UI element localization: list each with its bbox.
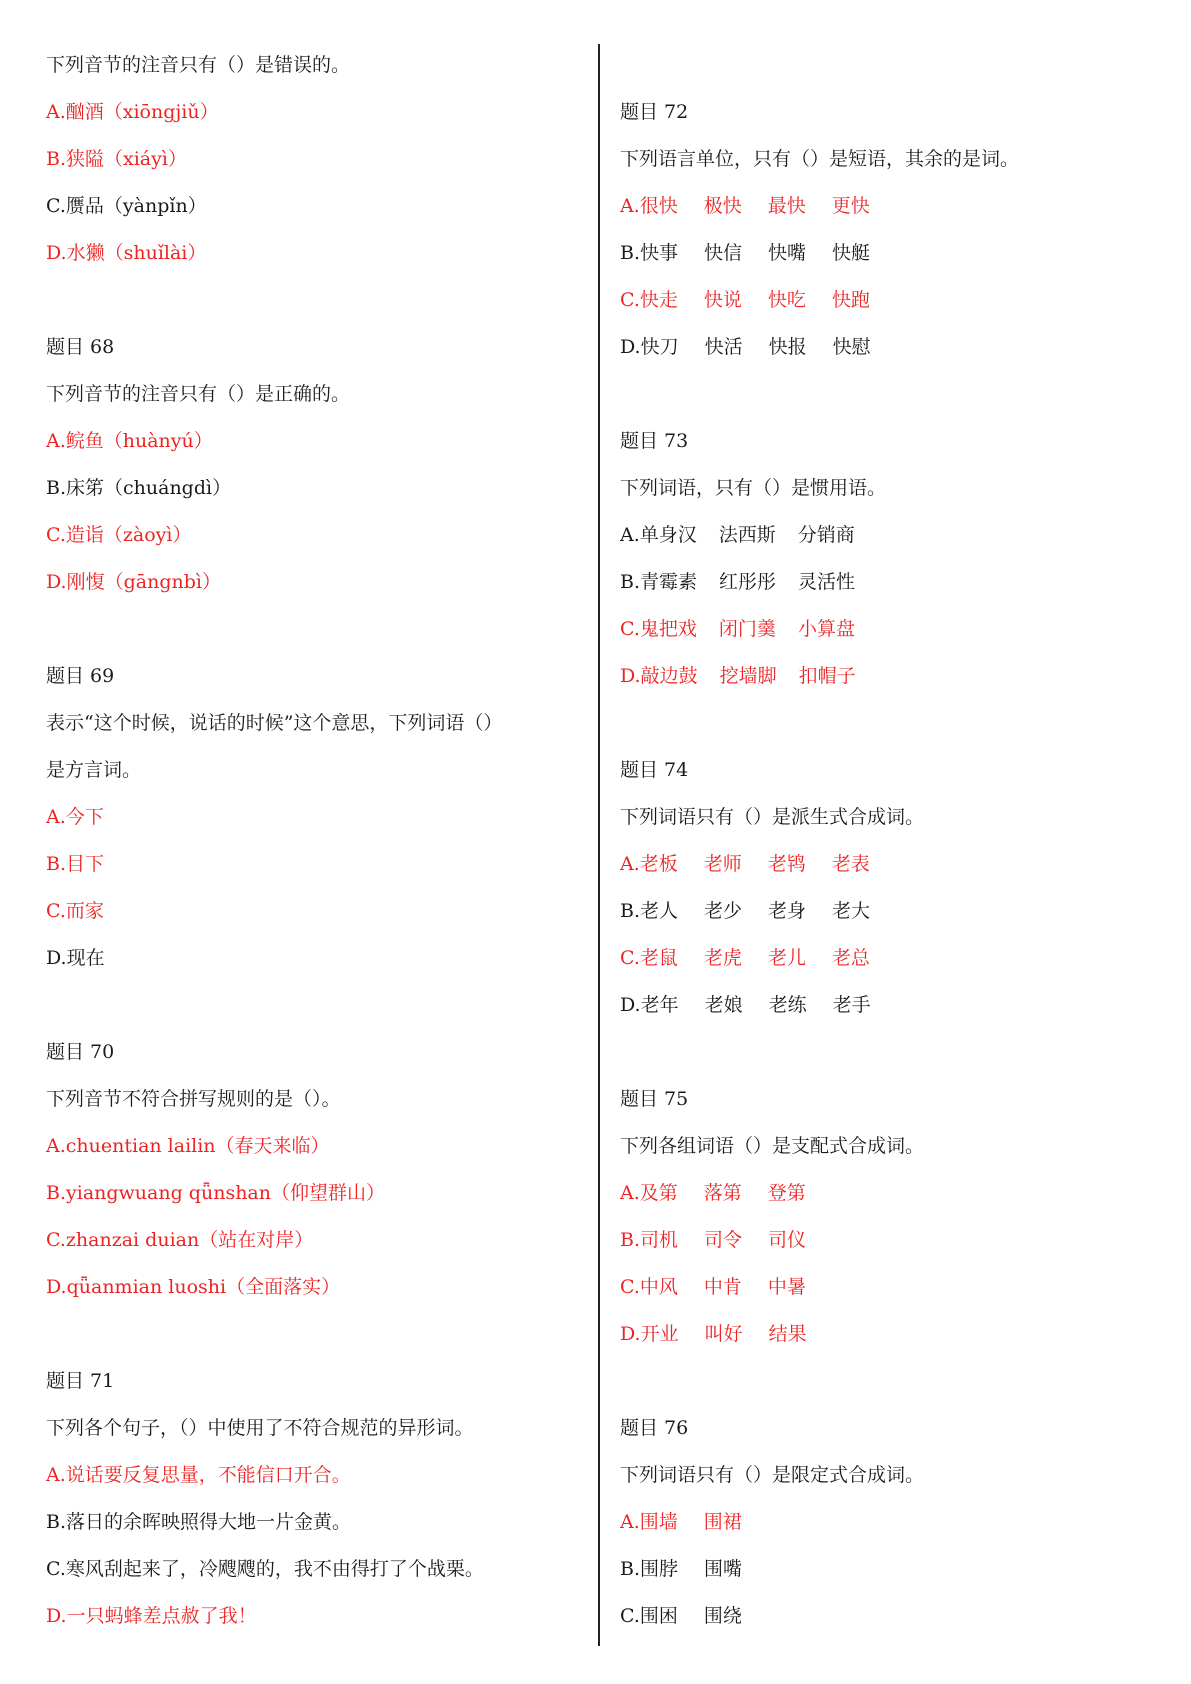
option-label: D. [620, 994, 641, 1016]
question-stem: 下列词语只有（）是派生式合成词。 [620, 806, 925, 828]
option-word: 快信 [704, 242, 743, 264]
question-stem: 下列各组词语（）是支配式合成词。 [620, 1135, 925, 1157]
answer-option: D.水獭（shuǐlài） [46, 242, 207, 264]
answer-option: C.造诣（zàoyì） [46, 524, 192, 546]
option-word: 快活 [704, 336, 743, 358]
option-word: 司机 [640, 1229, 679, 1251]
answer-option: B.落日的余晖映照得大地一片金黄。 [46, 1511, 352, 1533]
option-word: 快报 [768, 336, 807, 358]
option-label: C. [620, 1276, 640, 1298]
answer-option: B.yiangwuang qǖnshan（仰望群山） [46, 1182, 385, 1204]
option-word: 落第 [703, 1182, 742, 1204]
option-word: 司仪 [768, 1229, 807, 1251]
option-word: 围困 [639, 1605, 678, 1627]
right-column [620, 42, 1165, 1640]
answer-option [620, 324, 1165, 371]
option-word: 老身 [768, 900, 807, 922]
answer-option: D.刚愎（gāngnbì） [46, 571, 221, 593]
answer-option: C.赝品（yànpǐn） [46, 195, 207, 217]
answer-option: A.今下 [46, 806, 104, 828]
answer-option [620, 1170, 1165, 1217]
option-word: 快吃 [767, 289, 806, 311]
answer-option [620, 653, 1165, 700]
option-word: 围绕 [703, 1605, 742, 1627]
answer-option [620, 935, 1165, 982]
option-word: 最快 [767, 195, 806, 217]
option-word: 老师 [703, 853, 742, 875]
option-word: 登第 [767, 1182, 806, 1204]
answer-option: B.目下 [46, 853, 105, 875]
option-word: 老虎 [703, 947, 742, 969]
answer-option: D.一只蚂蜂差点赦了我！ [46, 1605, 257, 1627]
answer-option [620, 1264, 1165, 1311]
spacer [46, 277, 591, 324]
option-word: 围嘴 [704, 1558, 743, 1580]
question-stem: 下列音节不符合拼写规则的是（）。 [46, 1088, 341, 1110]
answer-option [620, 183, 1165, 230]
option-word: 开业 [640, 1323, 679, 1345]
option-label: C. [620, 1605, 640, 1627]
answer-option: B.狭隘（xiáyì） [46, 148, 187, 170]
option-label: D. [620, 336, 641, 358]
column-divider [598, 44, 600, 1646]
spacer [620, 1029, 1165, 1076]
option-label: C. [620, 289, 640, 311]
question-title: 题目 70 [46, 1041, 115, 1063]
spacer [620, 700, 1165, 747]
option-word: 老娘 [704, 994, 743, 1016]
option-label: A. [620, 1182, 640, 1204]
question-stem: 表示“这个时候，说话的时候”这个意思，下列词语（） [46, 712, 503, 734]
option-word: 快事 [640, 242, 679, 264]
option-word: 老手 [832, 994, 871, 1016]
option-word: 中肯 [703, 1276, 742, 1298]
answer-option [620, 1217, 1165, 1264]
option-word: 老总 [831, 947, 870, 969]
answer-option: D.现在 [46, 947, 105, 969]
option-word: 老表 [831, 853, 870, 875]
question-title: 题目 73 [620, 430, 689, 452]
option-word: 快嘴 [768, 242, 807, 264]
answer-option [620, 982, 1165, 1029]
option-word: 叫好 [704, 1323, 743, 1345]
option-word: 老板 [639, 853, 678, 875]
option-word: 分销商 [797, 524, 855, 546]
option-label: B. [620, 1229, 641, 1251]
option-label: A. [620, 195, 640, 217]
option-word: 快跑 [831, 289, 870, 311]
answer-option: C.而家 [46, 900, 104, 922]
option-word: 中风 [639, 1276, 678, 1298]
question-title: 题目 72 [620, 101, 689, 123]
answer-option: B.床笫（chuángdì） [46, 477, 232, 499]
answer-option [620, 1546, 1165, 1593]
option-word: 中暑 [767, 1276, 806, 1298]
answer-option [620, 1311, 1165, 1358]
answer-option [620, 277, 1165, 324]
answer-option: A.鲩鱼（huànyú） [46, 430, 213, 452]
option-word: 敲边鼓 [640, 665, 698, 687]
option-word: 小算盘 [797, 618, 855, 640]
option-word: 快刀 [640, 336, 679, 358]
option-word: 老大 [832, 900, 871, 922]
question-title: 题目 76 [620, 1417, 689, 1439]
answer-option: C.zhanzai duian（站在对岸） [46, 1229, 314, 1251]
question-title: 题目 75 [620, 1088, 689, 1110]
option-word: 灵活性 [798, 571, 856, 593]
question-title: 题目 74 [620, 759, 689, 781]
option-word: 老鼠 [639, 947, 678, 969]
answer-option [620, 1499, 1165, 1546]
question-stem: 下列音节的注音只有（）是正确的。 [46, 383, 351, 405]
option-word: 围裙 [703, 1511, 742, 1533]
option-word: 老人 [640, 900, 679, 922]
option-word: 老年 [640, 994, 679, 1016]
option-word: 扣帽子 [798, 665, 856, 687]
option-word: 挖墙脚 [719, 665, 777, 687]
spacer [620, 1358, 1165, 1405]
answer-option: A.酗酒（xiōngjiǔ） [46, 101, 219, 123]
answer-option [620, 230, 1165, 277]
answer-option: A.chuentian lailin（春天来临） [46, 1135, 330, 1157]
option-label: B. [620, 900, 641, 922]
question-title: 题目 71 [46, 1370, 115, 1392]
option-word: 更快 [831, 195, 870, 217]
option-word: 单身汉 [639, 524, 697, 546]
spacer [46, 982, 591, 1029]
option-word: 快慰 [832, 336, 871, 358]
option-word: 法西斯 [718, 524, 776, 546]
option-word: 快艇 [832, 242, 871, 264]
option-word: 老鸨 [767, 853, 806, 875]
question-stem: 是方言词。 [46, 759, 142, 781]
option-word: 极快 [703, 195, 742, 217]
option-word: 及第 [639, 1182, 678, 1204]
question-stem: 下列各个句子，（）中使用了不符合规范的异形词。 [46, 1417, 474, 1439]
option-word: 围脖 [640, 1558, 679, 1580]
option-label: C. [620, 947, 640, 969]
spacer [620, 371, 1165, 418]
question-title: 题目 68 [46, 336, 115, 358]
option-word: 老儿 [767, 947, 806, 969]
option-label: B. [620, 571, 641, 593]
spacer [46, 1311, 591, 1358]
option-word: 很快 [639, 195, 678, 217]
answer-option [620, 1593, 1165, 1640]
answer-option [620, 512, 1165, 559]
question-stem: 下列词语只有（）是限定式合成词。 [620, 1464, 925, 1486]
option-word: 老练 [768, 994, 807, 1016]
option-word: 结果 [768, 1323, 807, 1345]
option-word: 快说 [703, 289, 742, 311]
left-column [46, 42, 591, 1640]
option-word: 红彤彤 [719, 571, 777, 593]
option-label: A. [620, 524, 640, 546]
option-word: 青霉素 [640, 571, 698, 593]
spacer [620, 42, 1165, 89]
answer-option: A.说话要反复思量，不能信口开合。 [46, 1464, 351, 1486]
option-label: B. [620, 242, 641, 264]
option-word: 闭门羹 [718, 618, 776, 640]
option-label: A. [620, 1511, 640, 1533]
answer-option [620, 888, 1165, 935]
option-word: 鬼把戏 [639, 618, 697, 640]
spacer [46, 606, 591, 653]
option-word: 围墙 [639, 1511, 678, 1533]
option-word: 司令 [704, 1229, 743, 1251]
option-label: C. [620, 618, 640, 640]
option-word: 老少 [704, 900, 743, 922]
option-label: D. [620, 665, 641, 687]
answer-option: C.寒风刮起来了，冷飕飕的，我不由得打了个战栗。 [46, 1558, 484, 1580]
question-stem: 下列词语，只有（）是惯用语。 [620, 477, 887, 499]
question-title: 题目 69 [46, 665, 115, 687]
option-label: D. [620, 1323, 641, 1345]
answer-option [620, 559, 1165, 606]
answer-option [620, 606, 1165, 653]
answer-option [620, 841, 1165, 888]
answer-option: D.qǖanmian luoshi（全面落实） [46, 1276, 341, 1298]
question-stem: 下列语言单位，只有（）是短语，其余的是词。 [620, 148, 1020, 170]
option-label: A. [620, 853, 640, 875]
question-stem: 下列音节的注音只有（）是错误的。 [46, 54, 351, 76]
option-label: B. [620, 1558, 641, 1580]
option-word: 快走 [639, 289, 678, 311]
